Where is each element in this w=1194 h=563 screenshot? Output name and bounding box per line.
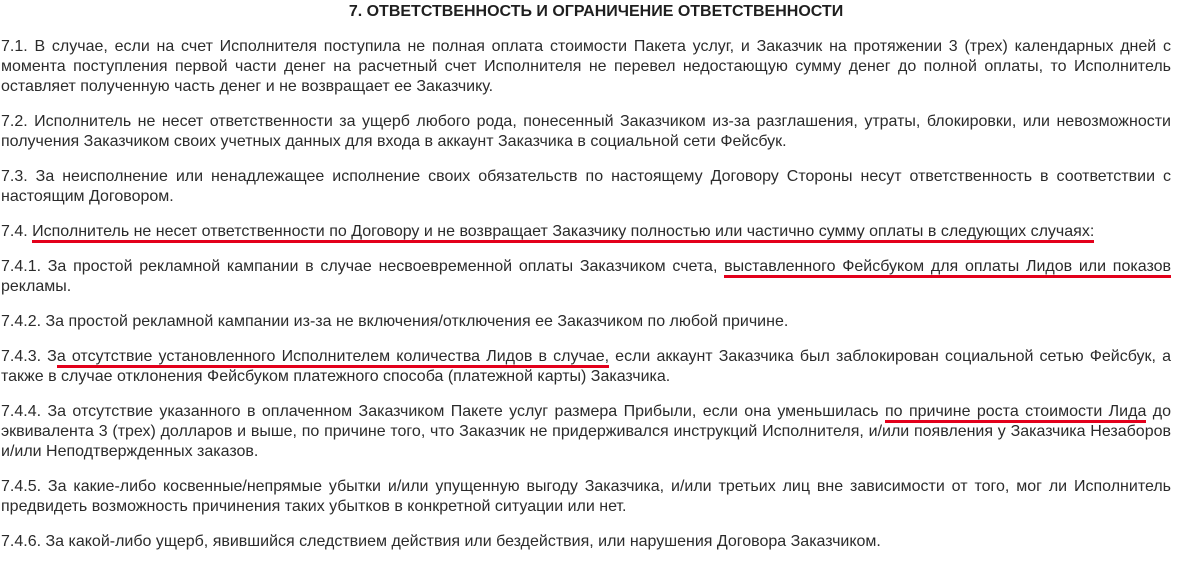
clause-7-2: 7.2. Исполнитель не несет ответственности за ущерб любого рода, понесенный Заказчиком из-за разглашения, утраты, блокировки, или невозможности получения Заказчиком своих учетных данных для входа в аккаунт Заказчика в социальной сети Фейсбук. [1,113,1171,150]
clause-7-4-2: 7.4.2. За простой рекламной кампании из-за не включения/отключения ее Заказчиком по любой причине. [1,313,789,330]
clause-7-4-4 [1,402,1171,462]
clause-7-4-1-before: 7.4.1. За простой рекламной кампании в случае несвоевременной оплаты Заказчиком счета, [1,258,725,275]
clause-7-4-underlined: Исполнитель не несет ответственности по Договору и не возвращает Заказчику полностью или частично сумму оплаты в следующих случаях: [32,223,1094,243]
clause-7-4-1 [1,257,1171,297]
clause-7-4-6: 7.4.6. За какой-либо ущерб, явившийся следствием действия или бездействия, или нарушения Договора Заказчиком. [1,533,881,550]
clause-7-4-1-after: рекламы. [1,278,72,295]
clause-7-4-prefix: 7.4. [1,223,33,240]
clause-7-4 [1,222,1171,242]
clause-7-4-3-underlined: а отсутствие установленного Исполнителем количества Лидов в случае, [57,348,609,368]
clause-7-4-3-after: если аккаунт Заказчика был заблокирован социальной сетью Фейсбук, а также в случае отклонения Фейсбуком платежного способа (платежной карты) Заказчика. [1,348,1172,385]
clause-7-4-3 [1,347,1171,387]
section-title: 7. ОТВЕТСТВЕННОСТЬ И ОГРАНИЧЕНИЕ ОТВЕТСТВЕННОСТИ [348,3,844,20]
clause-7-4-5: 7.4.5. За какие-либо косвенные/непрямые убытки и/или упущенную выгоду Заказчика, и/или третьих лиц вне зависимости от того, мог ли Исполнитель предвидеть возможность причинения таких убытков в конкретной ситуации или нет. [1,478,1171,515]
clause-7-1: 7.1. В случае, если на счет Исполнителя поступила не полная оплата стоимости Пакета услуг, и Заказчик на протяжении 3 (трех) календарных дней с момента поступления первой части денег на расчетный счет Исполнителя не перевел недостающую сумму денег до полной оплаты, то Исполнитель оставляет полученную часть денег и не возвращает ее Заказчику. [1,38,1171,95]
clause-7-4-3-before: 7.4.3. З [1,348,57,365]
clause-7-4-4-after: до эквивалента 3 (трех) долларов и выше, по причине того, что Заказчик не придерживался инструкций Исполнителя, и/или появления у Заказчика Незаборов и/или Неподтвержденных заказов. [1,403,1172,460]
clause-7-4-1-underlined: выставленного Фейсбуком для оплаты Лидов или показов [724,258,1171,278]
clause-7-4-4-before: 7.4.4. За отсутствие указанного в оплаченном Заказчиком Пакете услуг размера Прибыли, если она уменьшилась [1,403,885,420]
clause-7-4-4-underlined: по причине роста стоимости Лида [885,403,1146,423]
clause-7-3: 7.3. За неисполнение или ненадлежащее исполнение своих обязательств по настоящему Договору Стороны несут ответственность в соответствии с настоящим Договором. [1,168,1171,205]
